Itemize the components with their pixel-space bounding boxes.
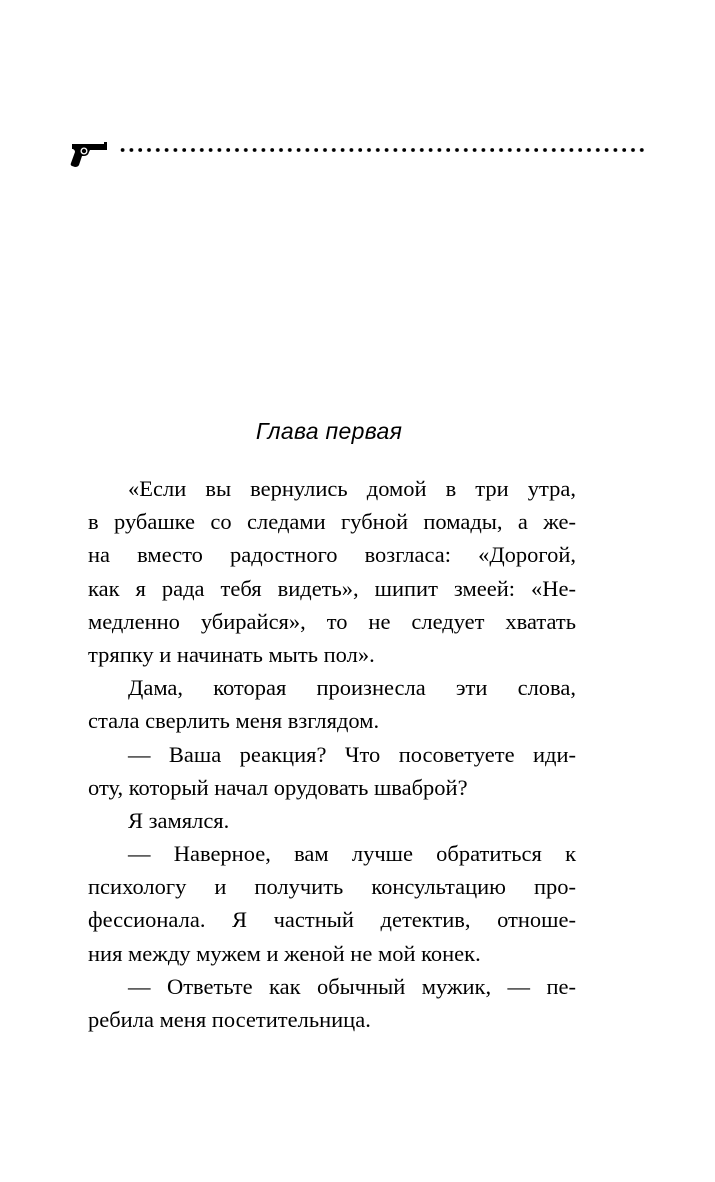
text-line: медленно убирайся», то не следует хватать: [88, 608, 576, 634]
text-line: в рубашке со следами губной помады, а же-: [88, 509, 576, 535]
text-line: Я замялся.: [128, 807, 230, 833]
dotted-rule: [120, 147, 648, 153]
text-line: оту, который начал орудовать шваброй?: [88, 774, 468, 800]
revolver-icon: [70, 138, 110, 170]
page-header-ornament: [70, 138, 590, 172]
text-line: — Ответьте как обычный мужик, — пе-: [128, 973, 576, 999]
text-line: фессионала. Я частный детектив, отноше-: [88, 907, 576, 933]
text-line: — Ваша реакция? Что посоветуете иди-: [128, 741, 576, 767]
text-line: психологу и получить консультацию про-: [88, 874, 576, 900]
text-line: стала сверлить меня взглядом.: [88, 708, 380, 734]
text-line: на вместо радостного возгласа: «Дорогой,: [88, 542, 576, 568]
text-line: как я рада тебя видеть», шипит змеей: «Не-: [88, 575, 576, 601]
text-line: «Если вы вернулись домой в три утра,: [128, 476, 576, 501]
chapter-title: Глава первая: [255, 418, 403, 444]
text-line: — Наверное, вам лучше обратиться к: [128, 841, 576, 867]
body-text: [88, 472, 576, 1036]
text-line: тряпку и начинать мыть пол».: [88, 641, 375, 667]
text-line: ребила меня посетительница.: [88, 1007, 371, 1032]
text-line: ния между мужем и женой не мой конек.: [88, 940, 481, 966]
text-line: Дама, которая произнесла эти слова,: [128, 675, 576, 701]
